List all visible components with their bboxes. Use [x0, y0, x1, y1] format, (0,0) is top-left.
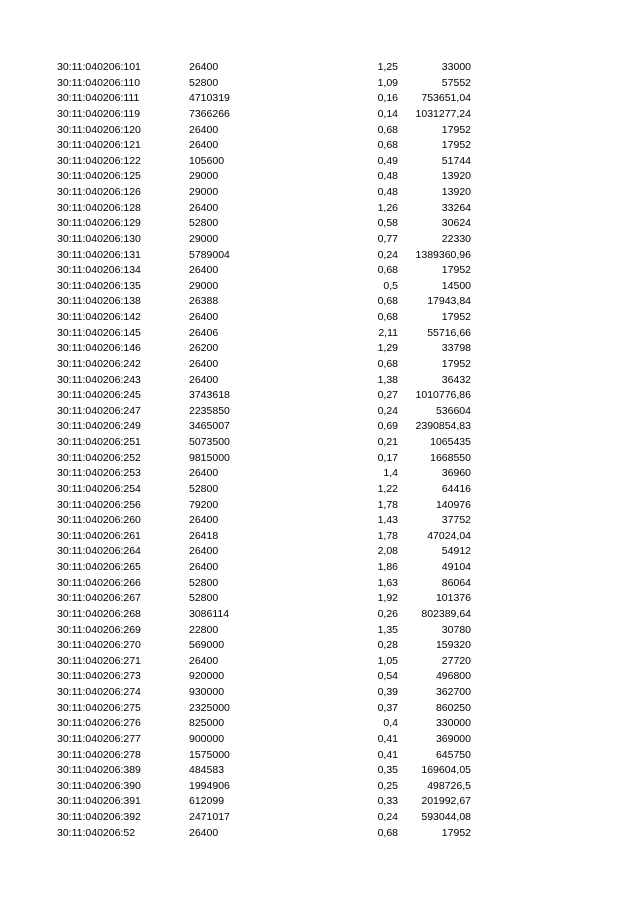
table-row — [0, 654, 640, 670]
table-row — [0, 607, 640, 623]
table-row — [0, 826, 640, 842]
table-row — [0, 701, 640, 717]
table-row — [0, 794, 640, 810]
coefficient-cell: 0,68 — [377, 139, 398, 152]
cadastral-number-cell: 30:11:040206:247 — [57, 404, 141, 417]
area-cell: 3086114 — [189, 607, 230, 620]
coefficient-cell: 0,68 — [377, 311, 398, 323]
area-cell: 26400 — [189, 201, 219, 214]
value-cell: 645750 — [435, 748, 471, 761]
table-row — [0, 763, 640, 779]
value-cell: 17952 — [441, 139, 471, 152]
table-row — [0, 419, 640, 435]
value-cell: 22330 — [441, 232, 471, 245]
table-row — [0, 404, 640, 420]
area-cell: 26418 — [189, 529, 219, 542]
cadastral-number-cell: 30:11:040206:260 — [57, 514, 141, 527]
value-cell: 36960 — [441, 467, 471, 480]
table-row — [0, 779, 640, 795]
area-cell: 26400 — [189, 357, 219, 370]
cadastral-number-cell: 30:11:040206:131 — [57, 248, 141, 261]
table-row — [0, 76, 640, 92]
table-row — [0, 310, 640, 326]
area-cell: 1575000 — [189, 748, 230, 761]
coefficient-cell: 0,28 — [377, 639, 398, 652]
cadastral-number-cell: 30:11:040206:274 — [57, 686, 141, 698]
cadastral-number-cell: 30:11:040206:278 — [57, 748, 141, 761]
area-cell: 3743618 — [189, 389, 230, 402]
area-cell: 26400 — [189, 61, 219, 73]
coefficient-cell: 0,25 — [377, 779, 398, 792]
table-row — [0, 279, 640, 295]
cadastral-number-cell: 30:11:040206:265 — [57, 561, 141, 573]
value-cell: 2390854,83 — [415, 420, 471, 433]
value-cell: 496800 — [435, 670, 471, 683]
area-cell: 900000 — [189, 732, 225, 745]
area-cell: 1994906 — [189, 779, 230, 792]
cadastral-number-cell: 30:11:040206:276 — [57, 717, 141, 730]
coefficient-cell: 0,24 — [377, 404, 398, 417]
value-cell: 17952 — [441, 264, 471, 277]
cadastral-number-cell: 30:11:040206:392 — [57, 811, 141, 823]
table-row — [0, 216, 640, 232]
value-cell: 169604,05 — [421, 764, 471, 777]
area-cell: 26400 — [189, 139, 219, 152]
value-cell: 17952 — [441, 826, 471, 839]
table-row — [0, 341, 640, 357]
cadastral-number-cell: 30:11:040206:134 — [57, 264, 141, 277]
coefficient-cell: 1,29 — [377, 342, 398, 355]
coefficient-cell: 1,78 — [377, 529, 398, 542]
value-cell: 36432 — [441, 373, 471, 386]
cadastral-number-cell: 30:11:040206:253 — [57, 467, 141, 480]
area-cell: 26400 — [189, 514, 219, 527]
cadastral-number-cell: 30:11:040206:245 — [57, 389, 141, 402]
value-cell: 140976 — [435, 498, 471, 511]
cadastral-number-cell: 30:11:040206:267 — [57, 592, 141, 605]
area-cell: 2235850 — [189, 404, 230, 417]
coefficient-cell: 0,49 — [377, 154, 398, 167]
cadastral-number-cell: 30:11:040206:390 — [57, 779, 141, 792]
value-cell: 57552 — [441, 76, 471, 89]
value-cell: 49104 — [441, 561, 471, 573]
cadastral-number-cell: 30:11:040206:101 — [57, 61, 141, 73]
area-cell: 26400 — [189, 545, 219, 558]
cadastral-number-cell: 30:11:040206:242 — [57, 357, 141, 370]
table-row — [0, 388, 640, 404]
value-cell: 498726,5 — [427, 779, 471, 792]
cadastral-number-cell: 30:11:040206:125 — [57, 170, 141, 183]
coefficient-cell: 1,4 — [383, 467, 398, 480]
value-cell: 27720 — [441, 654, 471, 667]
coefficient-cell: 1,26 — [377, 201, 398, 214]
coefficient-cell: 0,41 — [377, 748, 398, 761]
value-cell: 30780 — [441, 623, 471, 636]
table-row — [0, 185, 640, 201]
area-cell: 26400 — [189, 467, 219, 480]
table-row — [0, 638, 640, 654]
table-row — [0, 591, 640, 607]
cadastral-number-cell: 30:11:040206:389 — [57, 764, 141, 777]
cadastral-number-cell: 30:11:040206:119 — [57, 107, 141, 120]
area-cell: 29000 — [189, 232, 219, 245]
value-cell: 86064 — [441, 576, 471, 589]
coefficient-cell: 1,86 — [377, 561, 398, 573]
cadastral-number-cell: 30:11:040206:273 — [57, 670, 141, 683]
coefficient-cell: 0,58 — [377, 217, 398, 230]
value-cell: 17952 — [441, 357, 471, 370]
value-cell: 101376 — [435, 592, 471, 605]
table-row — [0, 154, 640, 170]
area-cell: 29000 — [189, 186, 219, 198]
table-row — [0, 107, 640, 123]
cadastral-number-cell: 30:11:040206:121 — [57, 139, 141, 152]
area-cell: 2471017 — [189, 811, 230, 823]
coefficient-cell: 1,22 — [377, 482, 398, 495]
cadastral-number-cell: 30:11:040206:142 — [57, 311, 141, 323]
value-cell: 37752 — [441, 514, 471, 527]
table-row — [0, 810, 640, 826]
area-cell: 7366266 — [189, 107, 230, 120]
coefficient-cell: 0,14 — [377, 107, 398, 120]
cadastral-number-cell: 30:11:040206:270 — [57, 639, 141, 652]
coefficient-cell: 0,54 — [377, 670, 398, 683]
area-cell: 3465007 — [189, 420, 230, 433]
value-cell: 330000 — [435, 717, 471, 730]
coefficient-cell: 0,77 — [377, 232, 398, 245]
cadastral-number-cell: 30:11:040206:135 — [57, 279, 141, 292]
table-row — [0, 435, 640, 451]
area-cell: 569000 — [189, 639, 225, 652]
value-cell: 33264 — [441, 201, 471, 214]
coefficient-cell: 0,5 — [383, 279, 398, 292]
cadastral-number-cell: 30:11:040206:277 — [57, 732, 141, 745]
cadastral-number-cell: 30:11:040206:126 — [57, 186, 141, 198]
table-row — [0, 669, 640, 685]
table-row — [0, 263, 640, 279]
area-cell: 22800 — [189, 623, 219, 636]
value-cell: 1031277,24 — [415, 107, 471, 120]
coefficient-cell: 2,08 — [377, 545, 398, 558]
table-row — [0, 138, 640, 154]
value-cell: 802389,64 — [421, 607, 471, 620]
cadastral-number-cell: 30:11:040206:122 — [57, 154, 141, 167]
cadastral-number-cell: 30:11:040206:391 — [57, 795, 141, 808]
coefficient-cell: 0,27 — [377, 389, 398, 402]
value-cell: 17943,84 — [427, 295, 471, 308]
table-row — [0, 232, 640, 248]
area-cell: 9815000 — [189, 451, 230, 464]
value-cell: 1668550 — [430, 451, 471, 464]
area-cell: 26400 — [189, 311, 219, 323]
cadastral-number-cell: 30:11:040206:145 — [57, 326, 141, 339]
coefficient-cell: 0,4 — [383, 717, 398, 730]
table-row — [0, 748, 640, 764]
value-cell: 13920 — [441, 170, 471, 183]
cadastral-number-cell: 30:11:040206:254 — [57, 482, 141, 495]
cadastral-number-cell: 30:11:040206:252 — [57, 451, 141, 464]
area-cell: 29000 — [189, 170, 219, 183]
value-cell: 33000 — [441, 61, 471, 73]
table-row — [0, 294, 640, 310]
cadastral-number-cell: 30:11:040206:266 — [57, 576, 141, 589]
area-cell: 79200 — [189, 498, 219, 511]
coefficient-cell: 0,68 — [377, 123, 398, 136]
value-cell: 51744 — [441, 154, 471, 167]
coefficient-cell: 0,39 — [377, 686, 398, 698]
coefficient-cell: 1,09 — [377, 76, 398, 89]
area-cell: 825000 — [189, 717, 225, 730]
cadastral-number-cell: 30:11:040206:128 — [57, 201, 141, 214]
table-row — [0, 248, 640, 264]
area-cell: 52800 — [189, 576, 219, 589]
area-cell: 612099 — [189, 795, 225, 808]
coefficient-cell: 1,78 — [377, 498, 398, 511]
cadastral-number-cell: 30:11:040206:256 — [57, 498, 141, 511]
coefficient-cell: 0,48 — [377, 170, 398, 183]
value-cell: 54912 — [441, 545, 471, 558]
value-cell: 536604 — [435, 404, 471, 417]
coefficient-cell: 0,33 — [377, 795, 398, 808]
cadastral-number-cell: 30:11:040206:271 — [57, 654, 141, 667]
cadastral-number-cell: 30:11:040206:129 — [57, 217, 141, 230]
value-cell: 201992,67 — [421, 795, 471, 808]
coefficient-cell: 1,43 — [377, 514, 398, 527]
cadastral-number-cell: 30:11:040206:138 — [57, 295, 141, 308]
area-cell: 484583 — [189, 764, 225, 777]
table-row — [0, 91, 640, 107]
coefficient-cell: 0,68 — [377, 295, 398, 308]
coefficient-cell: 1,25 — [377, 61, 398, 73]
coefficient-cell: 0,24 — [377, 248, 398, 261]
cadastral-number-cell: 30:11:040206:110 — [57, 76, 141, 89]
coefficient-cell: 0,48 — [377, 186, 398, 198]
table-row — [0, 169, 640, 185]
area-cell: 26400 — [189, 123, 219, 136]
area-cell: 26388 — [189, 295, 219, 308]
cadastral-number-cell: 30:11:040206:130 — [57, 232, 141, 245]
table-row — [0, 373, 640, 389]
value-cell: 17952 — [441, 123, 471, 136]
cadastral-number-cell: 30:11:040206:268 — [57, 607, 141, 620]
area-cell: 5789004 — [189, 248, 230, 261]
value-cell: 1065435 — [430, 436, 471, 448]
table-row — [0, 529, 640, 545]
table-row — [0, 498, 640, 514]
cadastral-number-cell: 30:11:040206:249 — [57, 420, 141, 433]
table-row — [0, 513, 640, 529]
cadastral-number-cell: 30:11:040206:275 — [57, 701, 141, 714]
value-cell: 14500 — [441, 279, 471, 292]
cadastral-number-cell: 30:11:040206:111 — [57, 92, 140, 105]
coefficient-cell: 1,35 — [377, 623, 398, 636]
value-cell: 55716,66 — [427, 326, 471, 339]
value-cell: 30624 — [441, 217, 471, 230]
table-row — [0, 544, 640, 560]
value-cell: 1010776,86 — [415, 389, 471, 402]
cadastral-number-cell: 30:11:040206:251 — [57, 436, 141, 448]
coefficient-cell: 2,11 — [378, 326, 398, 339]
area-cell: 26200 — [189, 342, 219, 355]
coefficient-cell: 0,16 — [377, 92, 398, 105]
area-cell: 52800 — [189, 592, 219, 605]
value-cell: 47024,04 — [427, 529, 471, 542]
area-cell: 105600 — [189, 154, 225, 167]
value-cell: 362700 — [435, 686, 471, 698]
value-cell: 593044,08 — [421, 811, 471, 823]
coefficient-cell: 0,26 — [377, 607, 398, 620]
coefficient-cell: 1,05 — [377, 654, 398, 667]
cadastral-number-cell: 30:11:040206:120 — [57, 123, 141, 136]
value-cell: 33798 — [441, 342, 471, 355]
table-row — [0, 451, 640, 467]
data-table — [0, 60, 640, 841]
area-cell: 52800 — [189, 482, 219, 495]
area-cell: 26406 — [189, 326, 219, 339]
area-cell: 920000 — [189, 670, 225, 683]
coefficient-cell: 0,68 — [377, 826, 398, 839]
table-row — [0, 482, 640, 498]
table-row — [0, 201, 640, 217]
table-row — [0, 732, 640, 748]
cadastral-number-cell: 30:11:040206:146 — [57, 342, 141, 355]
area-cell: 5073500 — [189, 436, 230, 448]
coefficient-cell: 0,41 — [377, 732, 398, 745]
table-row — [0, 716, 640, 732]
value-cell: 753651,04 — [421, 92, 471, 105]
area-cell: 52800 — [189, 76, 219, 89]
value-cell: 159320 — [435, 639, 471, 652]
value-cell: 1389360,96 — [415, 248, 471, 261]
area-cell: 26400 — [189, 561, 219, 573]
value-cell: 860250 — [435, 701, 471, 714]
area-cell: 26400 — [189, 373, 219, 386]
table-row — [0, 623, 640, 639]
table-row — [0, 357, 640, 373]
area-cell: 2325000 — [189, 701, 230, 714]
cadastral-number-cell: 30:11:040206:264 — [57, 545, 141, 558]
value-cell: 64416 — [441, 482, 471, 495]
coefficient-cell: 0,37 — [377, 701, 398, 714]
cadastral-number-cell: 30:11:040206:261 — [57, 529, 141, 542]
value-cell: 17952 — [441, 311, 471, 323]
coefficient-cell: 0,24 — [377, 811, 398, 823]
coefficient-cell: 0,68 — [377, 357, 398, 370]
area-cell: 4710319 — [189, 92, 230, 105]
table-row — [0, 466, 640, 482]
table-row — [0, 326, 640, 342]
coefficient-cell: 0,35 — [377, 764, 398, 777]
table-row — [0, 576, 640, 592]
value-cell: 369000 — [435, 732, 471, 745]
area-cell: 52800 — [189, 217, 219, 230]
cadastral-number-cell: 30:11:040206:243 — [57, 373, 141, 386]
coefficient-cell: 0,17 — [377, 451, 398, 464]
table-row — [0, 123, 640, 139]
cadastral-number-cell: 30:11:040206:269 — [57, 623, 141, 636]
coefficient-cell: 1,38 — [377, 373, 398, 386]
coefficient-cell: 0,68 — [377, 264, 398, 277]
coefficient-cell: 0,69 — [377, 420, 398, 433]
coefficient-cell: 1,63 — [377, 576, 398, 589]
area-cell: 29000 — [189, 279, 219, 292]
area-cell: 26400 — [189, 826, 219, 839]
area-cell: 26400 — [189, 654, 219, 667]
table-row — [0, 60, 640, 76]
area-cell: 930000 — [189, 686, 225, 698]
cadastral-number-cell: 30:11:040206:52 — [57, 826, 136, 839]
table-row — [0, 685, 640, 701]
coefficient-cell: 1,92 — [377, 592, 398, 605]
table-row — [0, 560, 640, 576]
value-cell: 13920 — [441, 186, 471, 198]
area-cell: 26400 — [189, 264, 219, 277]
coefficient-cell: 0,21 — [377, 436, 398, 448]
